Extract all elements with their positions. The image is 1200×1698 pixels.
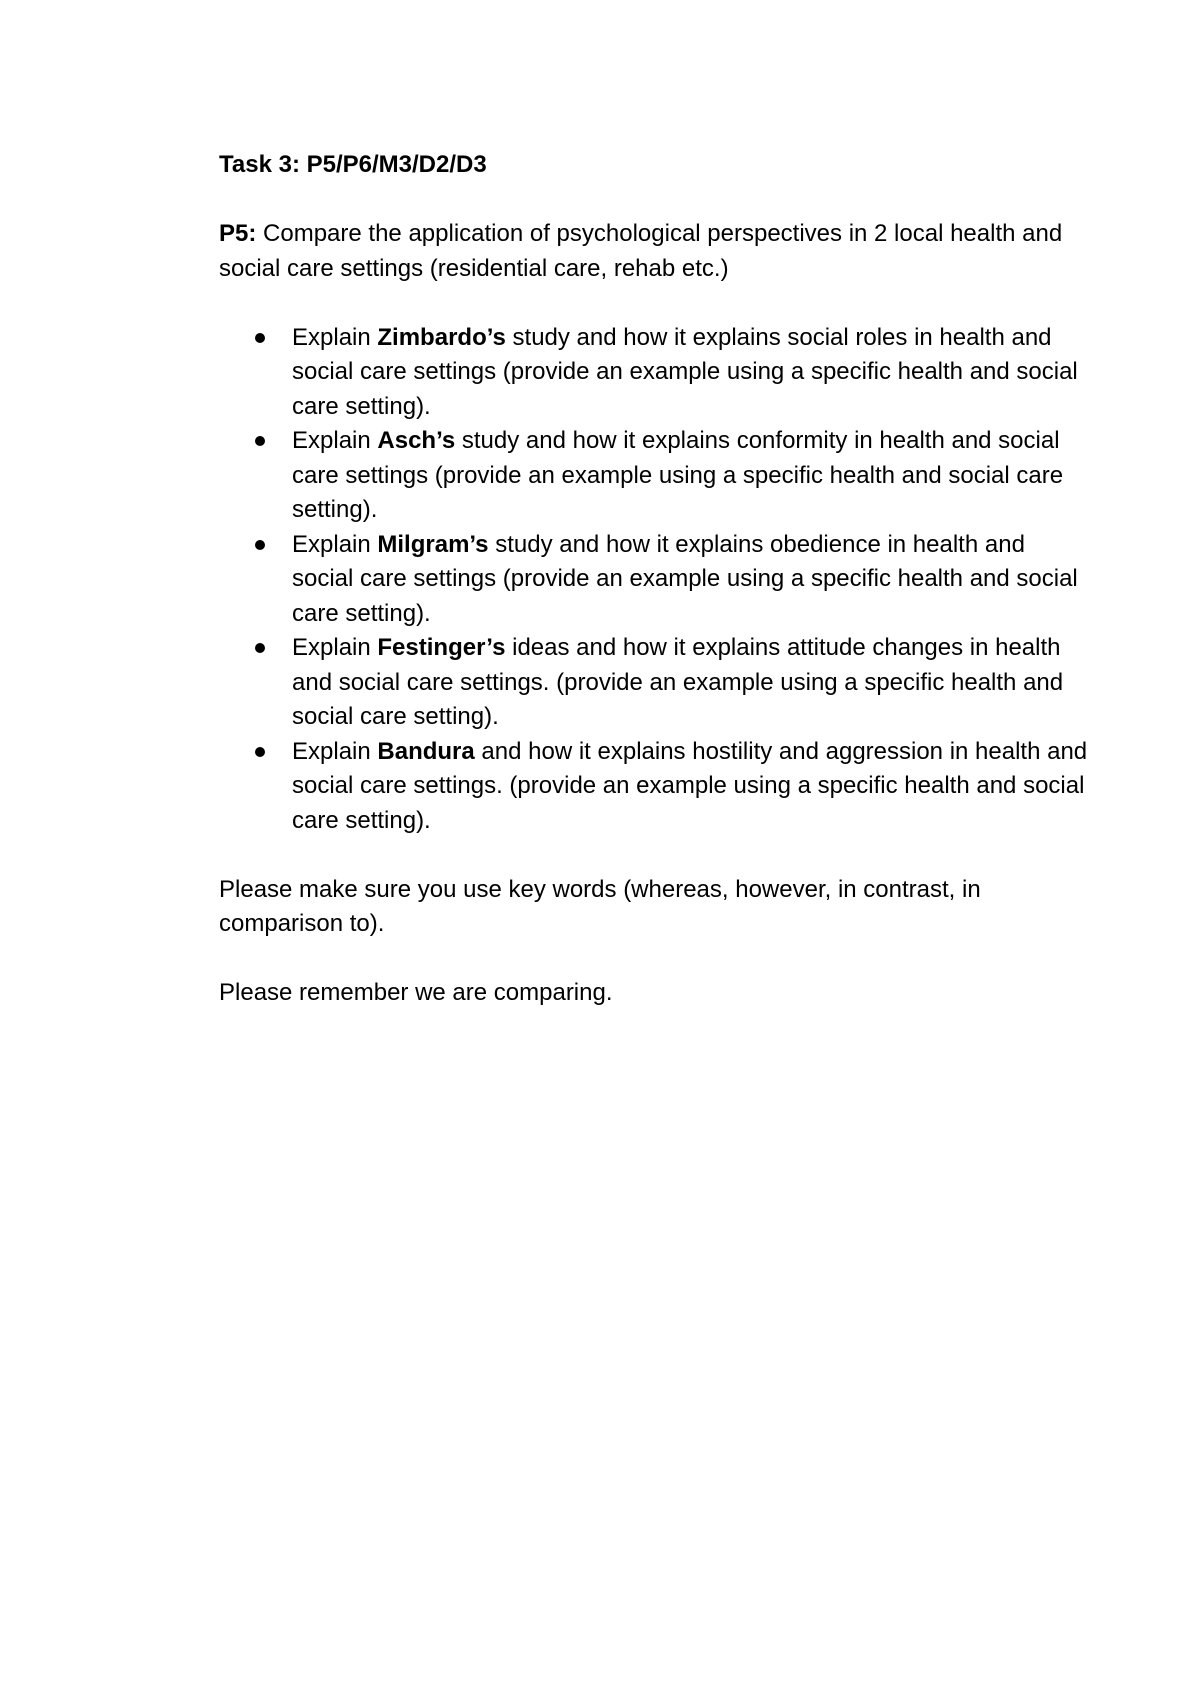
bullet-dot-icon [255,643,265,653]
bullet-item-asch [219,424,1092,528]
bullet-text-rest: and how it explains hostility and aggression in health and social care settings. (provide an example using a specific health and social care setting). [292,737,1088,834]
bullet-theorist-name: Bandura [377,737,475,765]
bullet-text-prefix: Explain [292,737,378,765]
p5-label: P5: [219,220,257,247]
bullet-theorist-name: Zimbardo’s [377,323,506,351]
bullet-item-milgram [219,528,1092,632]
paragraph-spacer [219,942,1099,977]
bullet-text-rest: study and how it explains social roles in health and social care settings (provide an example using a specific health and social care setting). [292,323,1078,420]
bullet-item-festinger [219,631,1092,735]
task-label: Task 3: [219,151,300,178]
keywords-note: Please make sure you use key words (whereas, however, in contrast, in comparison to). [219,875,981,937]
bullet-dot-icon [255,540,265,550]
bullet-text-rest: study and how it explains obedience in health and social care settings (provide an example using a specific health and social care setting). [292,530,1078,627]
task-codes: P5/P6/M3/D2/D3 [306,151,487,178]
bullet-theorist-name: Festinger’s [377,634,506,661]
bullet-text-prefix: Explain [292,634,378,661]
bullet-item-bandura [219,735,1092,839]
explain-bullet-list [219,321,1099,839]
document-content [219,148,1099,1011]
bullet-text-rest: ideas and how it explains attitude changes in health and social care settings. (provide an example using a specific health and social care setting). [292,634,1064,730]
bullet-dot-icon [255,333,265,343]
p5-paragraph [219,217,1099,286]
bullet-item-zimbardo [219,321,1092,425]
task-heading [219,148,1099,183]
bullet-text-prefix: Explain [292,323,378,351]
bullet-text-rest: study and how it explains conformity in health and social care settings (provide an example using a specific health and social care setting). [292,427,1064,523]
bullet-text-prefix: Explain [292,427,378,454]
bullet-theorist-name: Asch’s [377,427,456,454]
comparing-note: Please remember we are comparing. [219,979,613,1006]
bullet-theorist-name: Milgram’s [377,530,489,558]
bullet-dot-icon [255,436,265,446]
bullet-dot-icon [255,747,265,757]
p5-text: Compare the application of psychological perspectives in 2 local health and social care settings (residential care, rehab etc.) [219,220,1063,282]
bullet-text-prefix: Explain [292,530,378,558]
